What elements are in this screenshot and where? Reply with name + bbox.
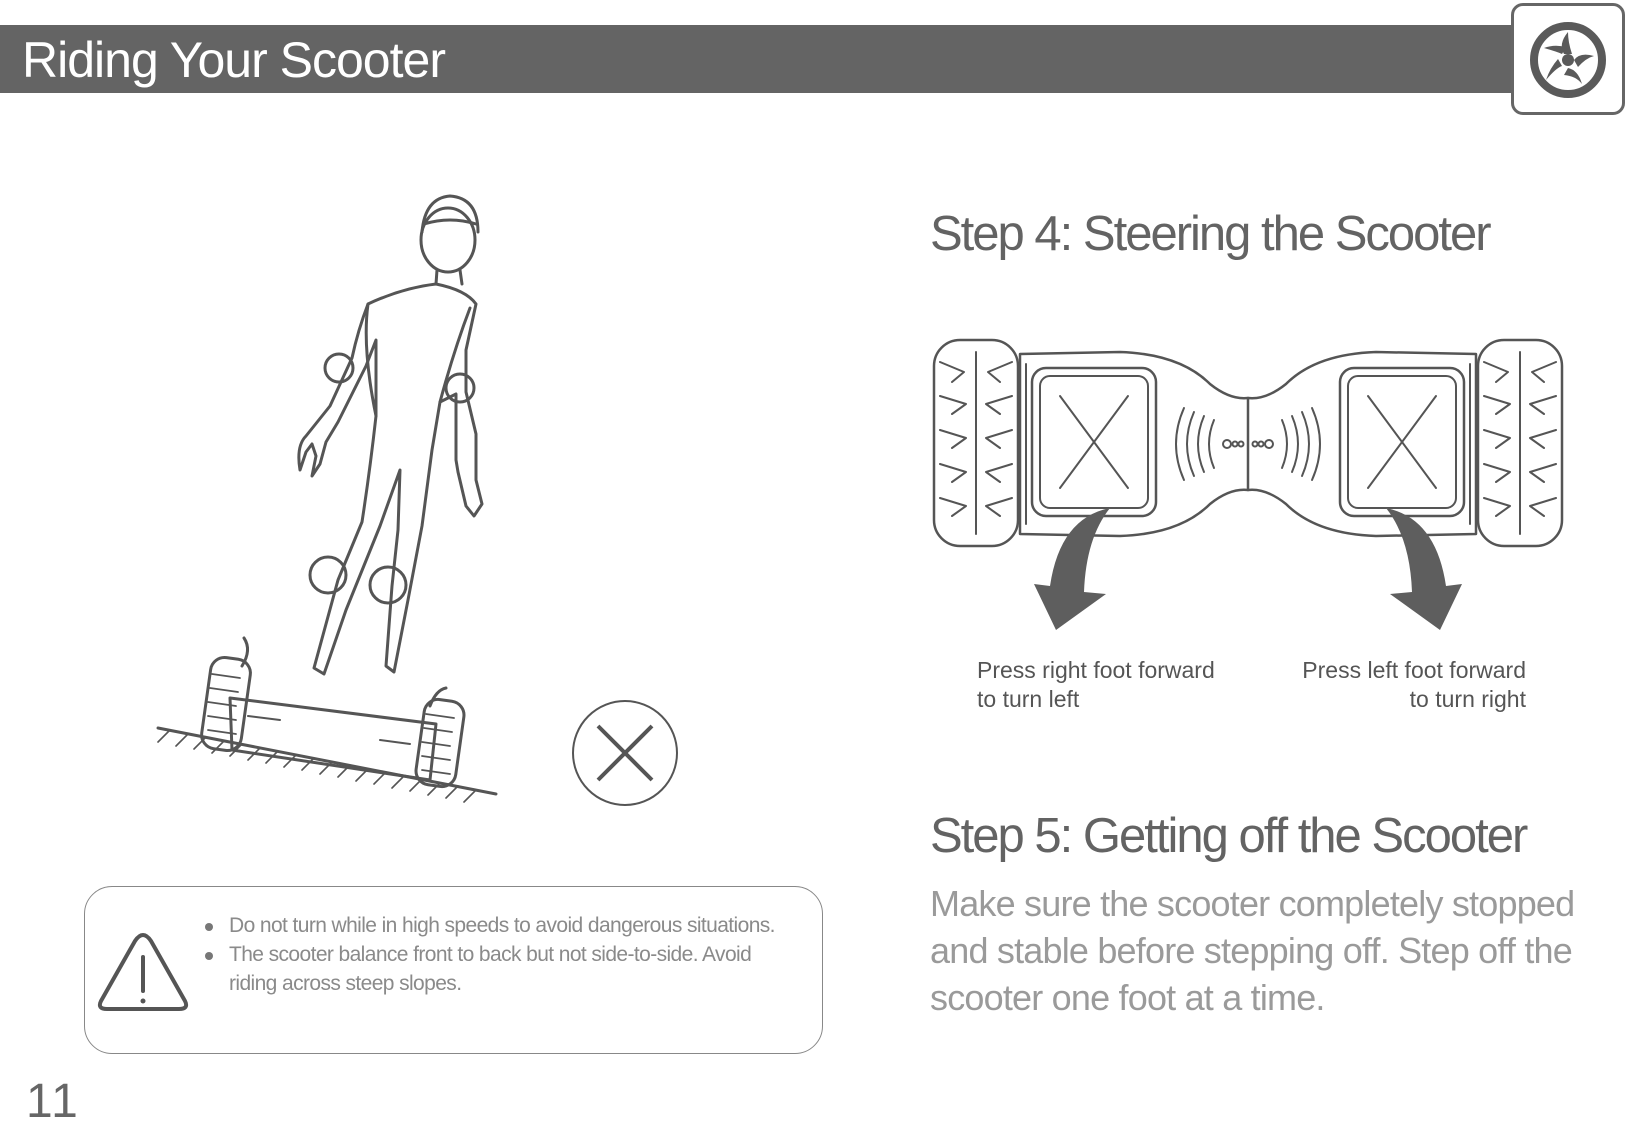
rider-illustration [140, 180, 540, 845]
arrow-right-turn [1386, 508, 1462, 630]
step5-body: Make sure the scooter completely stopped and stable before stepping off. Step off the scooter one foot at a time. [930, 883, 1575, 1018]
caption-line: Press left foot forward [1302, 657, 1526, 683]
warning-list [203, 911, 789, 998]
warning-item: The scooter balance front to back but not side-to-side. Avoid riding across steep slopes. [203, 940, 789, 998]
arrow-left-turn [1034, 508, 1110, 630]
caption-line: Press right foot forward [977, 657, 1215, 683]
warning-box [84, 886, 823, 1054]
warning-item: Do not turn while in high speeds to avoid dangerous situations. [203, 911, 789, 940]
page-number: 11 [26, 1075, 80, 1128]
step4-heading: Step 4: Steering the Scooter [930, 207, 1490, 261]
steering-board-illustration [930, 338, 1570, 643]
caption-line: to turn right [1409, 686, 1526, 712]
right-turn-caption [1288, 656, 1526, 714]
page-title: Riding Your Scooter [22, 32, 445, 88]
prohibited-icon [570, 698, 680, 813]
brand-logo [1511, 3, 1625, 115]
left-turn-caption [977, 656, 1215, 714]
caption-line: to turn left [977, 686, 1080, 712]
step5-heading: Step 5: Getting off the Scooter [930, 809, 1527, 863]
wheel-icon [1528, 20, 1608, 100]
warning-triangle-icon [95, 929, 191, 1015]
